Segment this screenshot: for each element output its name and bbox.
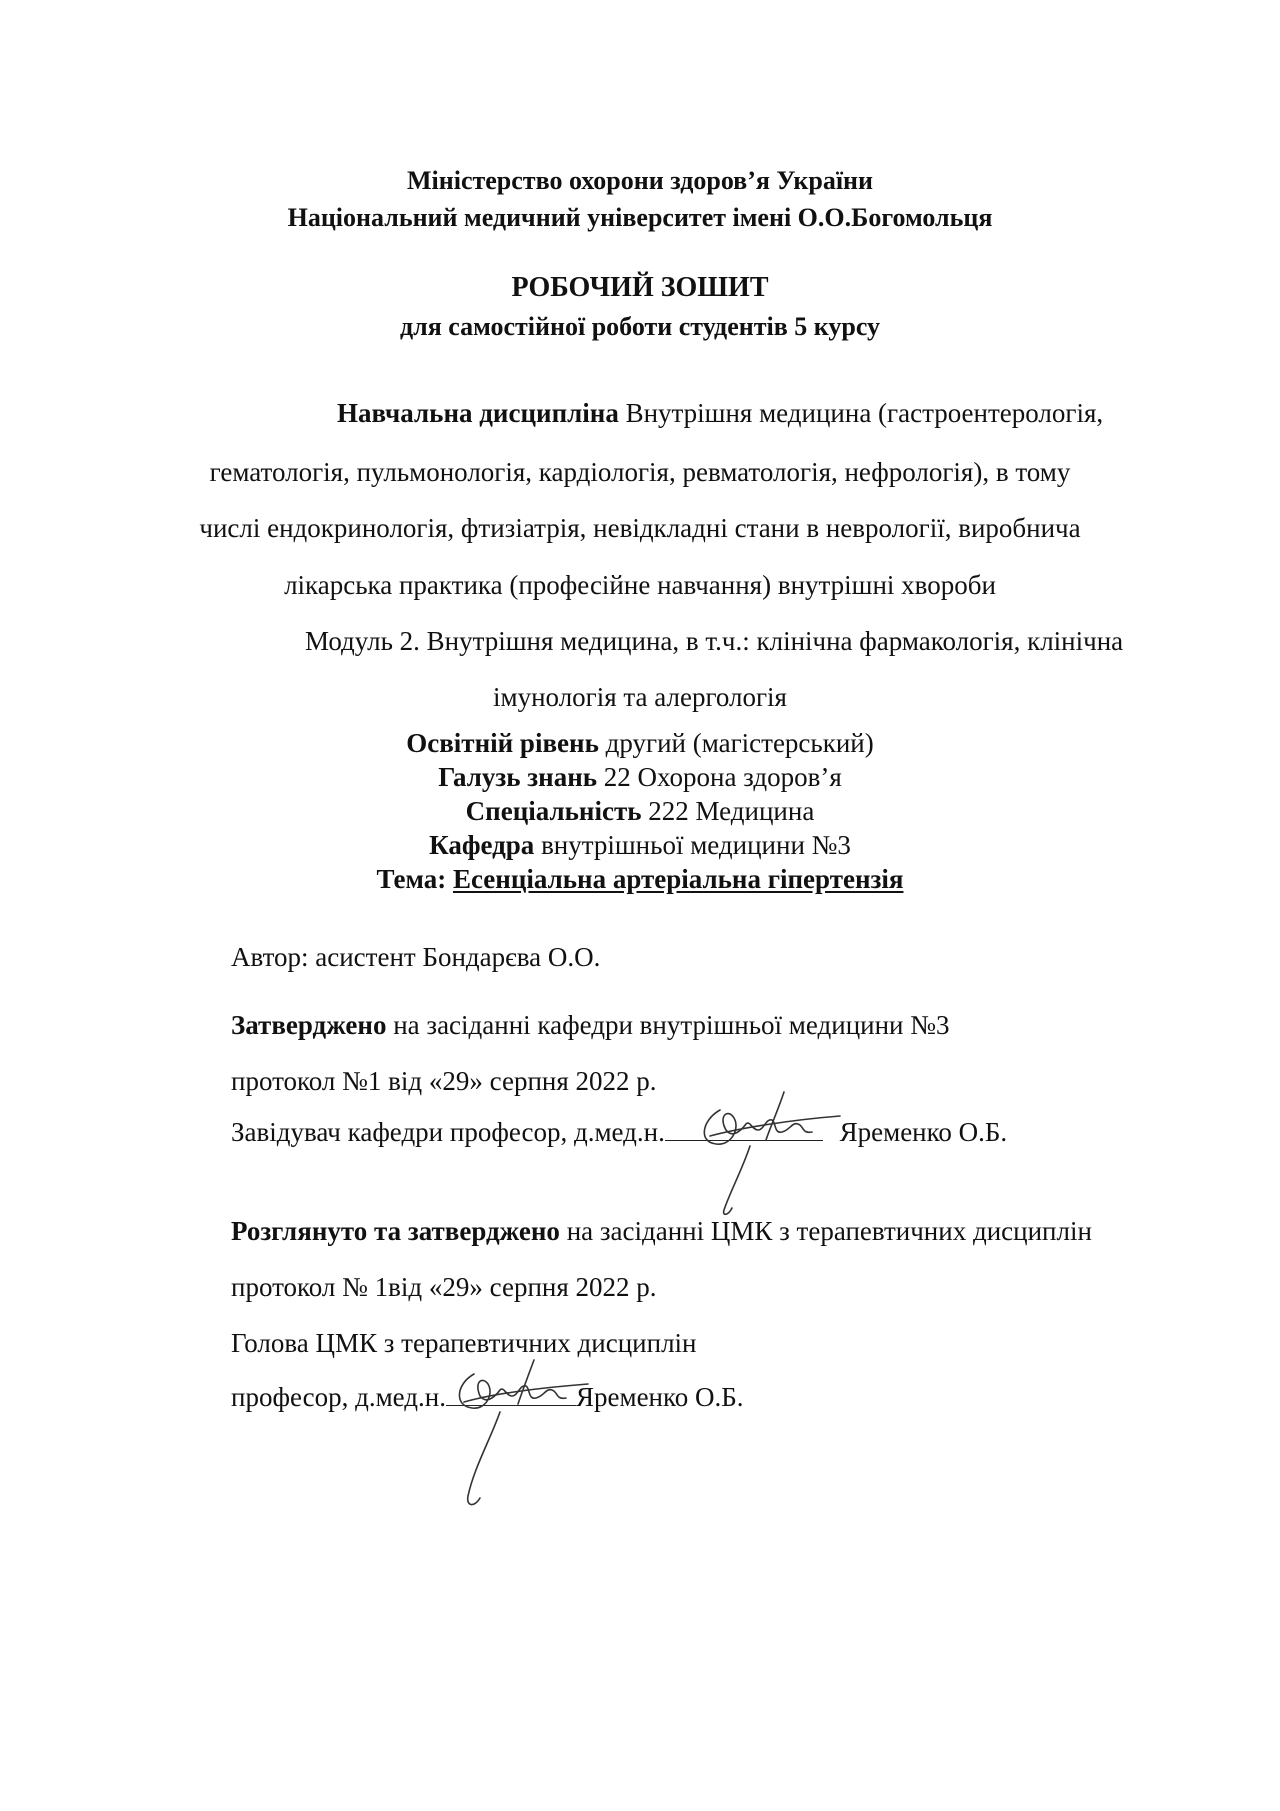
- cmk-chair-line: Голова ЦМК з терапевтичних дисциплін: [231, 1328, 697, 1358]
- specialty-value: 222 Медицина: [648, 796, 815, 826]
- signature-2-icon: [438, 1350, 618, 1520]
- specialty-label: Спеціальність: [465, 796, 642, 826]
- discipline-text-1: Внутрішня медицина (гастроентерологія,: [625, 398, 1104, 428]
- discipline-line-2: гематологія, пульмонологія, кардіологія, ревматологія, нефрологія), в тому: [209, 457, 1071, 487]
- approval-department-line: [231, 1010, 950, 1041]
- department: [0, 830, 1280, 861]
- signature-line: [665, 1118, 823, 1141]
- head-of-department-line: [231, 1117, 1007, 1148]
- module-line-1: Модуль 2. Внутрішня медицина, в т.ч.: клінічна фармакологія, клінічна: [305, 626, 1124, 656]
- ministry-name: Міністерство охорони здоров’я України: [406, 166, 874, 195]
- module-line-2: імунологія та алергологія: [493, 682, 787, 712]
- approval-cmk-line: [231, 1216, 1092, 1247]
- topic-value: Есенціальна артеріальна гіпертензія: [452, 864, 904, 894]
- discipline-line-1: [337, 398, 1103, 429]
- cmk-chair-signature-line: [231, 1382, 744, 1413]
- signature-1-icon: [680, 1080, 880, 1220]
- department-value: внутрішньої медицини №3: [541, 830, 851, 860]
- education-level-label: Освітній рівень: [406, 728, 599, 758]
- signature-line: [446, 1383, 576, 1406]
- topic-label: Тема:: [376, 864, 447, 894]
- approval-cmk-text: на засіданні ЦМК з терапевтичних дисциплін: [566, 1216, 1092, 1246]
- head-of-department-prefix: Завідувач кафедри професор, д.мед.н.: [231, 1117, 665, 1147]
- approval-department-label: Затверджено: [231, 1010, 387, 1040]
- department-label: Кафедра: [429, 830, 535, 860]
- discipline-label: Навчальна дисципліна: [337, 398, 619, 428]
- education-level: [0, 728, 1280, 759]
- author-line: Автор: асистент Бондарєва О.О.: [231, 942, 601, 972]
- discipline-line-4: лікарська практика (професійне навчання) внутрішні хвороби: [284, 570, 996, 600]
- head-of-department-name: Яременко О.Б.: [839, 1117, 1008, 1147]
- approval-cmk-label: Розглянуто та затверджено: [231, 1216, 560, 1246]
- discipline-line-3: числі ендокринологія, фтизіатрія, невідкладні стани в неврології, виробнича: [199, 513, 1081, 543]
- document-title: РОБОЧИЙ ЗОШИТ: [511, 272, 769, 303]
- approval-department-protocol: протокол №1 від «29» серпня 2022 р.: [231, 1066, 657, 1096]
- specialty: [0, 796, 1280, 827]
- cmk-chair-prefix: професор, д.мед.н.: [231, 1382, 446, 1412]
- university-name: Національний медичний університет імені О.О.Богомольця: [287, 203, 993, 232]
- document-subtitle: для самостійної роботи студентів 5 курсу: [399, 312, 881, 341]
- approval-cmk-protocol: протокол № 1від «29» серпня 2022 р.: [231, 1272, 657, 1302]
- topic: [0, 864, 1280, 895]
- knowledge-field-value: 22 Охорона здоров’я: [603, 762, 842, 792]
- education-level-value: другий (магістерський): [605, 728, 874, 758]
- approval-department-text: на засіданні кафедри внутрішньої медицини №3: [393, 1010, 950, 1040]
- knowledge-field: [0, 762, 1280, 793]
- knowledge-field-label: Галузь знань: [438, 762, 598, 792]
- cmk-chair-name: Яременко О.Б.: [575, 1382, 744, 1412]
